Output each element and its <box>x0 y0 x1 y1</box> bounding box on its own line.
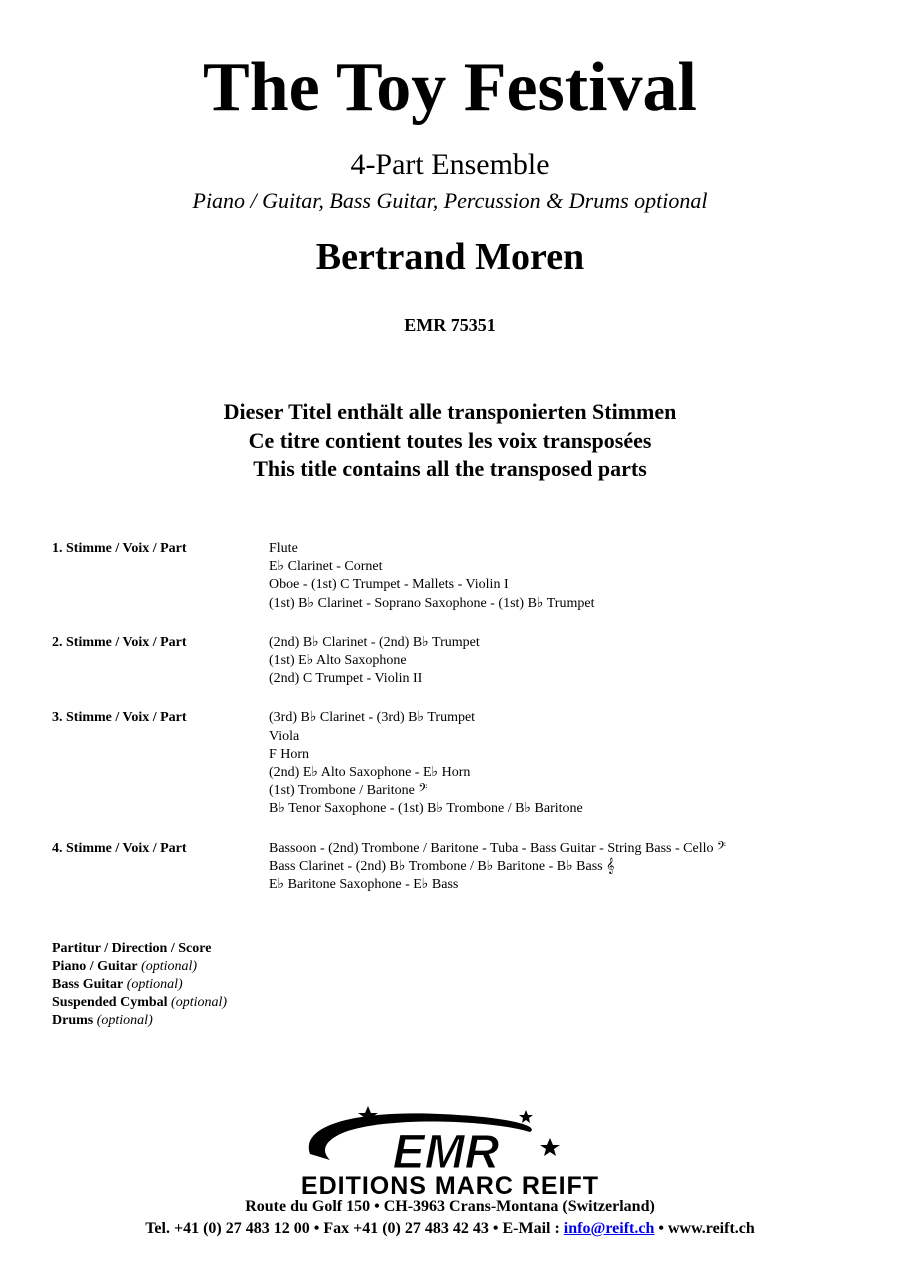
part-label: 2. Stimme / Voix / Part <box>52 634 187 650</box>
website-text: • www.reift.ch <box>654 1220 755 1237</box>
notice-line-english: This title contains all the transposed parts <box>253 456 647 481</box>
extra-part <box>52 940 227 958</box>
contact-phone-fax: Tel. +41 (0) 27 483 12 00 • Fax +41 (0) 27 483 42 43 • E-Mail : <box>145 1220 564 1237</box>
instrument-line: Bass Clarinet - (2nd) B♭ Trombone / B♭ Baritone - B♭ Bass 𝄞 <box>269 858 615 874</box>
extra-part-note: (optional) <box>96 1013 153 1028</box>
composer-name: Bertrand Moren <box>315 236 585 278</box>
publisher-address: Route du Golf 150 • CH-3963 Crans-Montana (Switzerland) <box>245 1198 655 1215</box>
part-instruments <box>269 709 872 818</box>
instrument-line: E♭ Baritone Saxophone - E♭ Bass <box>269 877 459 893</box>
instrument-line: (1st) Trombone / Baritone 𝄢 <box>269 783 428 799</box>
instrument-line: (2nd) B♭ Clarinet - (2nd) B♭ Trumpet <box>269 634 480 650</box>
extra-part <box>52 1012 227 1030</box>
instrument-line: (2nd) E♭ Alto Saxophone - E♭ Horn <box>269 765 471 781</box>
extra-part <box>52 976 227 994</box>
part-instruments <box>269 540 872 613</box>
part-label: 1. Stimme / Voix / Part <box>52 541 187 556</box>
instrument-line: B♭ Tenor Saxophone - (1st) B♭ Trombone / B♭ Baritone <box>269 801 583 817</box>
extra-part-name: Piano / Guitar <box>52 959 138 974</box>
transposed-parts-notice <box>0 398 900 484</box>
publisher-logo <box>240 1102 660 1198</box>
extra-part-note: (optional) <box>171 995 228 1010</box>
email-link[interactable]: info@reift.ch <box>563 1220 655 1237</box>
part-label: 4. Stimme / Voix / Part <box>52 840 187 856</box>
part-instruments <box>269 840 872 895</box>
extra-part-note: (optional) <box>126 977 183 992</box>
publisher-contact <box>0 1219 900 1239</box>
extra-part-name: Bass Guitar <box>52 977 124 992</box>
instrument-line: (1st) E♭ Alto Saxophone <box>269 653 407 669</box>
instrument-line: Flute <box>269 541 298 556</box>
part-group <box>52 540 872 613</box>
part-group <box>52 840 872 895</box>
instrument-line: (3rd) B♭ Clarinet - (3rd) B♭ Trumpet <box>269 710 476 726</box>
parts-list <box>52 540 872 894</box>
part-instruments <box>269 634 872 689</box>
svg-text:EDITIONS MARC REIFT: EDITIONS MARC REIFT <box>300 1172 600 1198</box>
instrument-line: Bassoon - (2nd) Trombone / Baritone - Tuba - Bass Guitar - String Bass - Cello 𝄢 <box>269 840 726 856</box>
extra-part <box>52 958 227 976</box>
instrument-line: (2nd) C Trumpet - Violin II <box>269 671 423 687</box>
instrument-line: E♭ Clarinet - Cornet <box>269 559 383 575</box>
subtitle: 4-Part Ensemble <box>350 148 550 181</box>
instrument-line: Oboe - (1st) C Trumpet - Mallets - Violin I <box>269 577 509 593</box>
extra-part-name: Suspended Cymbal <box>52 995 168 1010</box>
extra-part <box>52 994 227 1012</box>
catalog-number: EMR 75351 <box>404 315 496 335</box>
extra-part-name: Partitur / Direction / Score <box>52 941 212 956</box>
notice-line-german: Dieser Titel enthält alle transponierten Stimmen <box>223 399 677 424</box>
additional-parts <box>52 940 227 1030</box>
part-group <box>52 634 872 689</box>
notice-line-french: Ce titre contient toutes les voix transposées <box>248 427 652 453</box>
instrument-line: (1st) B♭ Clarinet - Soprano Saxophone - (1st) B♭ Trumpet <box>269 595 595 611</box>
instrumentation-note: Piano / Guitar, Bass Guitar, Percussion & Drums optional <box>192 188 708 213</box>
part-group <box>52 709 872 818</box>
extra-part-name: Drums <box>52 1013 94 1028</box>
svg-text:EMR: EMR <box>392 1126 500 1179</box>
instrument-line: Viola <box>269 728 300 744</box>
page-title: The Toy Festival <box>203 49 697 126</box>
part-label: 3. Stimme / Voix / Part <box>52 710 187 726</box>
instrument-line: F Horn <box>269 746 310 762</box>
extra-part-note: (optional) <box>141 959 198 974</box>
